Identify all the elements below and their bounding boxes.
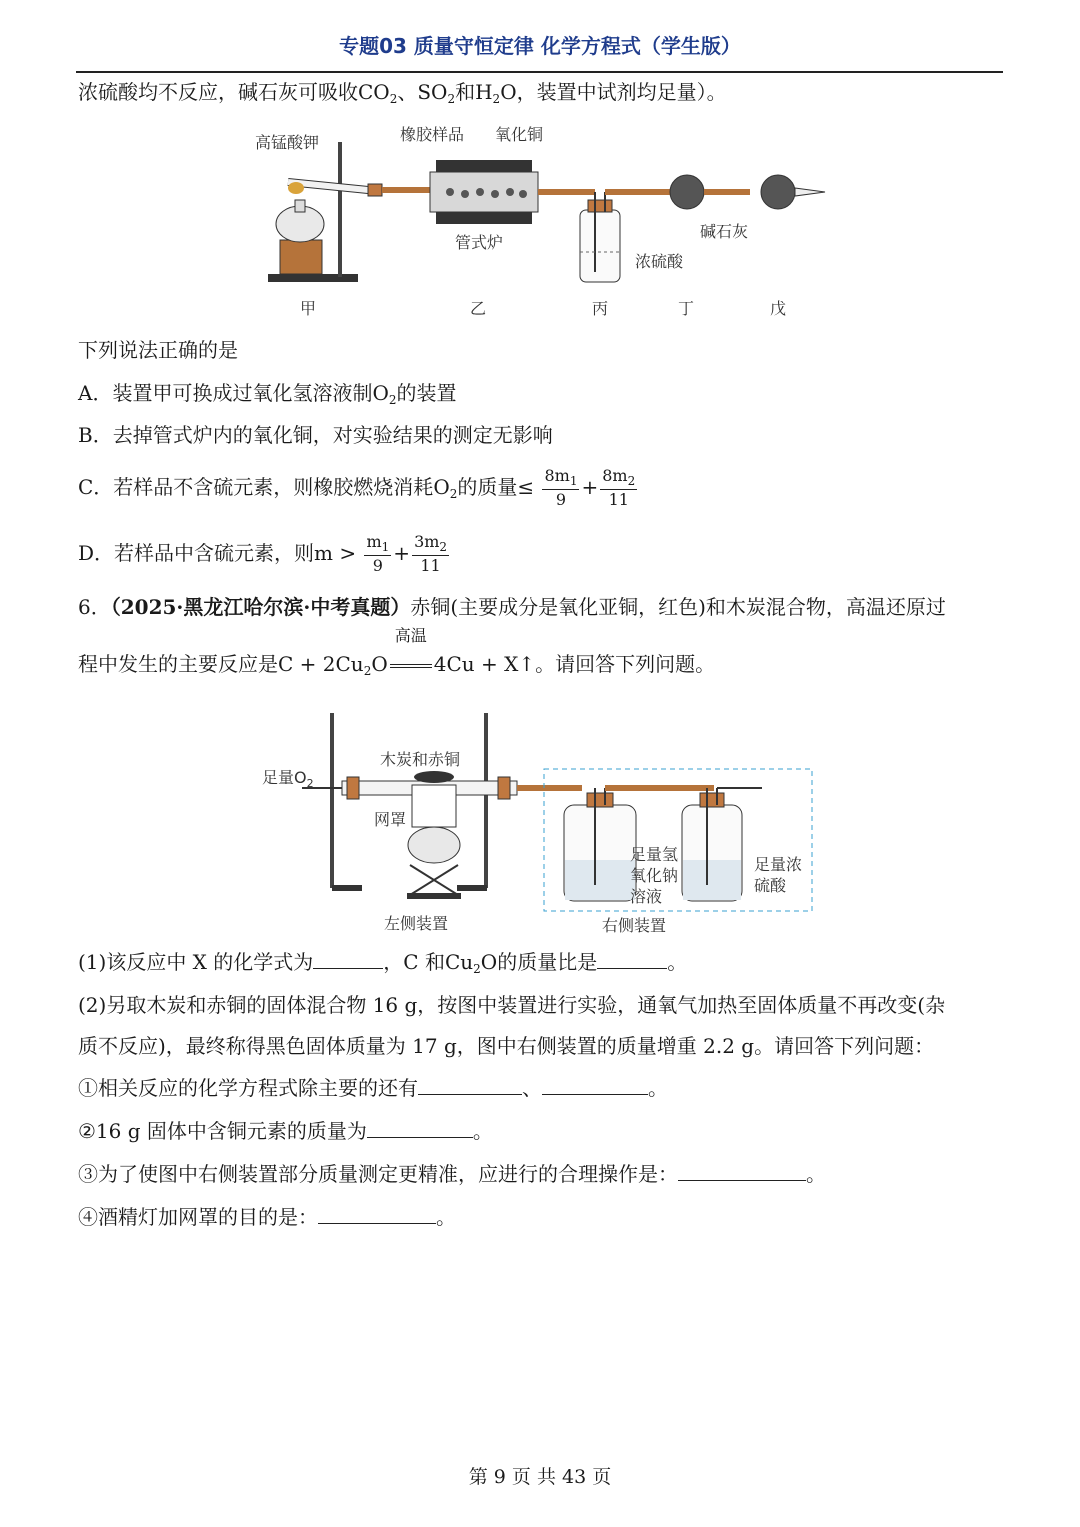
sub-item-1: ①相关反应的化学方程式除主要的还有 、 。 xyxy=(78,1076,668,1100)
intro-line: 浓硫酸均不反应，碱石灰可吸收$CO_2$、$SO_2$和$H_2O$，装置中试剂均足量）。 xyxy=(78,80,727,106)
label-kmno4: 高锰酸钾 xyxy=(255,133,320,152)
label-wu: 戊 xyxy=(770,299,787,318)
option-d: D．若样品中含硫元素，则m > $\frac{m_1}{9}$ + $\frac{3m_2}{11}$ xyxy=(78,532,448,575)
label-soda-lime: 碱石灰 xyxy=(700,222,749,241)
question-prompt: 下列说法正确的是 xyxy=(78,338,238,362)
sub-item-4: ④酒精灯加网罩的目的是： 。 xyxy=(78,1205,456,1229)
page-header-title: 专题03 质量守恒定律 化学方程式（学生版） xyxy=(339,34,741,58)
answer-blank[interactable] xyxy=(367,1119,473,1138)
answer-blank[interactable] xyxy=(542,1076,648,1095)
label-conc-acid: 浓硫酸 xyxy=(635,252,684,271)
q6-line-2: 程中发生的主要反应是$C + 2Cu_2O$ 高温 4Cu + X↑。请回答下列问题。 xyxy=(78,626,716,678)
label-ding: 丁 xyxy=(678,299,695,318)
q6-line-1: 6．（2025·黑龙江哈尔滨·中考真题）赤铜(主要成分是氧化亚铜，红色)和木炭混合物，高温还原过 xyxy=(78,595,946,619)
fraction-d1: $\frac{m_1}{9}$ xyxy=(366,532,390,575)
option-a: A．装置甲可换成过氧化氢溶液制$O_2$的装置 xyxy=(78,381,457,407)
answer-blank[interactable] xyxy=(318,1205,436,1224)
fraction-c2: $\frac{8m_2}{11}$ xyxy=(602,466,636,509)
fraction-d2: $\frac{3m_2}{11}$ xyxy=(414,532,448,575)
sub-question-2-line-1: (2)另取木炭和赤铜的固体混合物 16 g，按图中装置进行实验，通氧气加热至固体质量不再改变(杂 xyxy=(78,993,946,1017)
label-jia: 甲 xyxy=(300,299,317,318)
sub-item-2: ②16 g 固体中含铜元素的质量为 。 xyxy=(78,1119,493,1143)
label-naoh-2: 氧化钠 xyxy=(630,866,679,885)
label-o2: 足量$O_2$ xyxy=(262,768,314,790)
label-naoh-3: 溶液 xyxy=(630,887,663,906)
answer-blank[interactable] xyxy=(597,950,667,969)
header-rule xyxy=(76,71,1003,73)
label-bing: 丙 xyxy=(592,299,609,318)
sub-question-1: (1)该反应中 X 的化学式为 ，C 和$Cu_2O$的质量比是 。 xyxy=(78,950,688,976)
label-h2so4-1: 足量浓 xyxy=(754,855,803,874)
label-copper-oxide: 氧化铜 xyxy=(495,125,544,144)
label-charcoal-mix: 木炭和赤铜 xyxy=(380,750,461,769)
label-net: 网罩 xyxy=(374,810,407,829)
answer-blank[interactable] xyxy=(313,950,383,969)
page-footer: 第 9 页 共 43 页 xyxy=(468,1466,612,1488)
label-yi: 乙 xyxy=(470,299,487,318)
sub-item-3: ③为了使图中右侧装置部分质量测定更精准，应进行的合理操作是： 。 xyxy=(78,1162,826,1186)
label-right-device: 右侧装置 xyxy=(602,916,667,935)
figure-2-apparatus xyxy=(262,705,822,940)
sub-question-2-line-2: 质不反应)，最终称得黑色固体质量为 17 g，图中右侧装置的质量增重 2.2 g。请回答下列问题： xyxy=(78,1034,935,1058)
figure-1-apparatus xyxy=(250,112,850,327)
option-b: B．去掉管式炉内的氧化铜，对实验结果的测定无影响 xyxy=(78,423,553,447)
label-h2so4-2: 硫酸 xyxy=(754,876,787,895)
option-c: C．若样品不含硫元素，则橡胶燃烧消耗$O_2$的质量≤ $\frac{8m_1}{9}$ + $\frac{8m_2}{11}$ xyxy=(78,466,636,509)
answer-blank[interactable] xyxy=(418,1076,522,1095)
label-tube-furnace: 管式炉 xyxy=(455,233,504,252)
label-left-device: 左侧装置 xyxy=(384,914,449,933)
fraction-c1: $\frac{8m_1}{9}$ xyxy=(544,466,578,509)
label-rubber-sample: 橡胶样品 xyxy=(400,125,465,144)
label-naoh-1: 足量氢 xyxy=(630,845,679,864)
answer-blank[interactable] xyxy=(678,1162,806,1181)
